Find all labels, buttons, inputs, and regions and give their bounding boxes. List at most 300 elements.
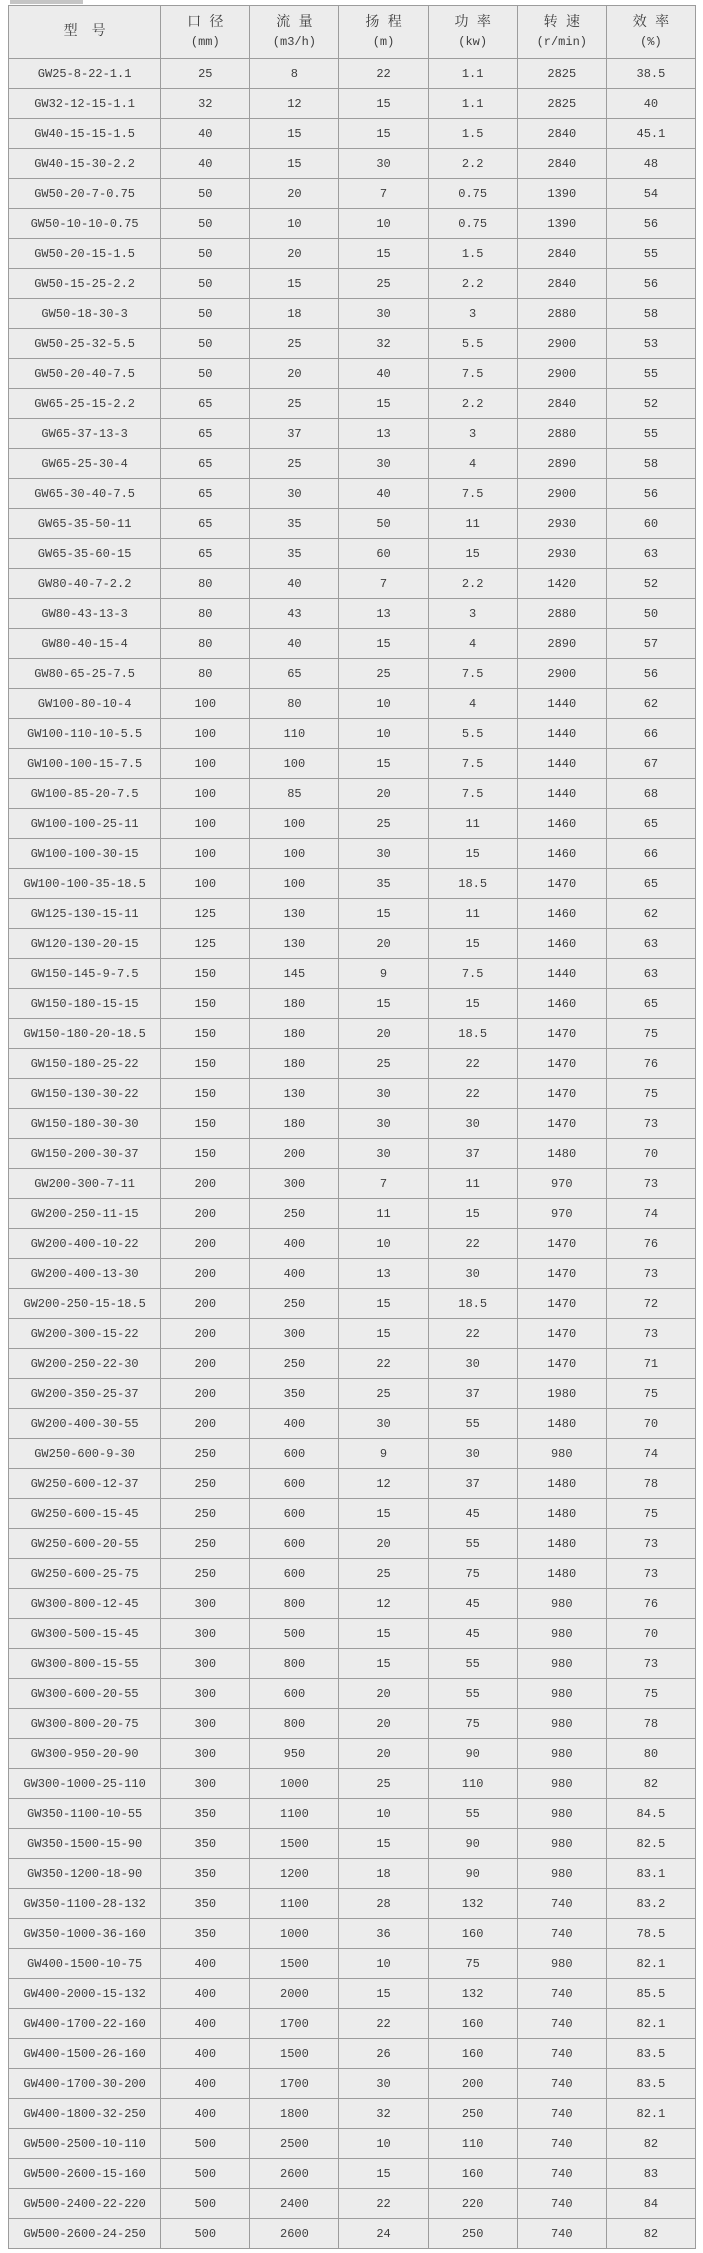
value-cell: 250 — [161, 1559, 250, 1589]
table-row — [9, 1139, 696, 1169]
value-cell: 10 — [339, 209, 428, 239]
value-cell: 3 — [428, 299, 517, 329]
value-cell: 1480 — [517, 1409, 606, 1439]
value-cell: 75 — [606, 1679, 695, 1709]
value-cell: 37 — [428, 1139, 517, 1169]
model-cell: GW150-180-15-15 — [9, 989, 161, 1019]
column-header-3 — [339, 6, 428, 59]
value-cell: 7.5 — [428, 359, 517, 389]
value-cell: 5.5 — [428, 719, 517, 749]
value-cell: 10 — [339, 719, 428, 749]
model-cell: GW65-37-13-3 — [9, 419, 161, 449]
table-row — [9, 1499, 696, 1529]
value-cell: 30 — [339, 149, 428, 179]
table-row — [9, 899, 696, 929]
value-cell: 50 — [161, 329, 250, 359]
model-cell: GW350-1100-28-132 — [9, 1889, 161, 1919]
value-cell: 1.1 — [428, 59, 517, 89]
table-row — [9, 1949, 696, 1979]
table-row — [9, 1649, 696, 1679]
table-row — [9, 1229, 696, 1259]
model-cell: GW100-100-35-18.5 — [9, 869, 161, 899]
value-cell: 980 — [517, 1769, 606, 1799]
value-cell: 1460 — [517, 899, 606, 929]
value-cell: 980 — [517, 1589, 606, 1619]
value-cell: 71 — [606, 1349, 695, 1379]
value-cell: 25 — [250, 389, 339, 419]
value-cell: 55 — [428, 1799, 517, 1829]
value-cell: 1500 — [250, 2039, 339, 2069]
value-cell: 65 — [161, 449, 250, 479]
value-cell: 300 — [161, 1709, 250, 1739]
model-cell: GW50-20-40-7.5 — [9, 359, 161, 389]
value-cell: 82.5 — [606, 1829, 695, 1859]
value-cell: 15 — [339, 989, 428, 1019]
column-label: 口 径 — [187, 14, 224, 31]
value-cell: 2880 — [517, 599, 606, 629]
value-cell: 600 — [250, 1469, 339, 1499]
value-cell: 7 — [339, 1169, 428, 1199]
model-cell: GW500-2400-22-220 — [9, 2189, 161, 2219]
model-cell: GW250-600-15-45 — [9, 1499, 161, 1529]
value-cell: 15 — [339, 1649, 428, 1679]
model-cell: GW120-130-20-15 — [9, 929, 161, 959]
value-cell: 50 — [161, 209, 250, 239]
model-cell: GW400-1500-26-160 — [9, 2039, 161, 2069]
value-cell: 150 — [161, 1079, 250, 1109]
value-cell: 11 — [428, 1169, 517, 1199]
value-cell: 2880 — [517, 419, 606, 449]
model-cell: GW65-35-60-15 — [9, 539, 161, 569]
value-cell: 30 — [428, 1109, 517, 1139]
model-cell: GW100-85-20-7.5 — [9, 779, 161, 809]
value-cell: 26 — [339, 2039, 428, 2069]
header-row — [9, 6, 696, 59]
value-cell: 55 — [428, 1529, 517, 1559]
value-cell: 65 — [250, 659, 339, 689]
value-cell: 60 — [606, 509, 695, 539]
value-cell: 4 — [428, 449, 517, 479]
value-cell: 110 — [250, 719, 339, 749]
value-cell: 20 — [339, 1739, 428, 1769]
value-cell: 100 — [250, 869, 339, 899]
value-cell: 25 — [250, 329, 339, 359]
column-label: 功 率 — [454, 14, 491, 31]
value-cell: 66 — [606, 719, 695, 749]
value-cell: 2600 — [250, 2159, 339, 2189]
value-cell: 76 — [606, 1589, 695, 1619]
column-unit: (m3/h) — [272, 34, 317, 49]
table-row — [9, 149, 696, 179]
value-cell: 980 — [517, 1709, 606, 1739]
value-cell: 53 — [606, 329, 695, 359]
value-cell: 28 — [339, 1889, 428, 1919]
model-cell: GW32-12-15-1.1 — [9, 89, 161, 119]
value-cell: 200 — [161, 1229, 250, 1259]
value-cell: 10 — [339, 689, 428, 719]
value-cell: 10 — [339, 2129, 428, 2159]
table-row — [9, 1019, 696, 1049]
value-cell: 30 — [339, 299, 428, 329]
value-cell: 20 — [339, 1529, 428, 1559]
value-cell: 65 — [606, 989, 695, 1019]
value-cell: 37 — [428, 1379, 517, 1409]
value-cell: 83.1 — [606, 1859, 695, 1889]
value-cell: 970 — [517, 1199, 606, 1229]
value-cell: 15 — [250, 149, 339, 179]
value-cell: 2840 — [517, 149, 606, 179]
value-cell: 82 — [606, 2219, 695, 2249]
value-cell: 2500 — [250, 2129, 339, 2159]
model-cell: GW100-100-25-11 — [9, 809, 161, 839]
value-cell: 7.5 — [428, 959, 517, 989]
value-cell: 82 — [606, 2129, 695, 2159]
value-cell: 65 — [606, 869, 695, 899]
column-unit: (m) — [372, 34, 395, 49]
value-cell: 25 — [161, 59, 250, 89]
value-cell: 132 — [428, 1889, 517, 1919]
value-cell: 1470 — [517, 1259, 606, 1289]
value-cell: 1440 — [517, 779, 606, 809]
value-cell: 40 — [606, 89, 695, 119]
value-cell: 83.2 — [606, 1889, 695, 1919]
table-row — [9, 959, 696, 989]
value-cell: 350 — [161, 1829, 250, 1859]
table-row — [9, 1829, 696, 1859]
value-cell: 18.5 — [428, 1289, 517, 1319]
value-cell: 65 — [606, 809, 695, 839]
value-cell: 7 — [339, 179, 428, 209]
value-cell: 350 — [250, 1379, 339, 1409]
value-cell: 400 — [161, 2009, 250, 2039]
model-cell: GW200-400-13-30 — [9, 1259, 161, 1289]
value-cell: 84 — [606, 2189, 695, 2219]
value-cell: 57 — [606, 629, 695, 659]
value-cell: 1470 — [517, 1109, 606, 1139]
value-cell: 20 — [250, 359, 339, 389]
model-cell: GW250-600-25-75 — [9, 1559, 161, 1589]
table-row — [9, 1889, 696, 1919]
column-header-2 — [250, 6, 339, 59]
table-row — [9, 929, 696, 959]
value-cell: 800 — [250, 1649, 339, 1679]
value-cell: 125 — [161, 899, 250, 929]
value-cell: 80 — [161, 599, 250, 629]
column-label: 扬 程 — [365, 14, 402, 31]
value-cell: 30 — [339, 1109, 428, 1139]
table-row — [9, 239, 696, 269]
value-cell: 980 — [517, 1949, 606, 1979]
value-cell: 10 — [250, 209, 339, 239]
value-cell: 250 — [250, 1199, 339, 1229]
value-cell: 80 — [606, 1739, 695, 1769]
value-cell: 40 — [161, 149, 250, 179]
value-cell: 58 — [606, 299, 695, 329]
value-cell: 22 — [339, 1349, 428, 1379]
table-row — [9, 269, 696, 299]
value-cell: 45 — [428, 1619, 517, 1649]
value-cell: 45 — [428, 1499, 517, 1529]
value-cell: 73 — [606, 1529, 695, 1559]
value-cell: 300 — [161, 1739, 250, 1769]
value-cell: 980 — [517, 1739, 606, 1769]
value-cell: 800 — [250, 1589, 339, 1619]
value-cell: 25 — [339, 1049, 428, 1079]
value-cell: 30 — [428, 1439, 517, 1469]
value-cell: 13 — [339, 1259, 428, 1289]
value-cell: 800 — [250, 1709, 339, 1739]
table-row — [9, 1379, 696, 1409]
value-cell: 2840 — [517, 119, 606, 149]
table-row — [9, 389, 696, 419]
value-cell: 63 — [606, 929, 695, 959]
value-cell: 2000 — [250, 1979, 339, 2009]
value-cell: 1.1 — [428, 89, 517, 119]
model-cell: GW300-800-15-55 — [9, 1649, 161, 1679]
value-cell: 20 — [339, 1679, 428, 1709]
value-cell: 2840 — [517, 389, 606, 419]
value-cell: 1470 — [517, 1319, 606, 1349]
model-cell: GW50-10-10-0.75 — [9, 209, 161, 239]
value-cell: 32 — [161, 89, 250, 119]
value-cell: 500 — [161, 2219, 250, 2249]
value-cell: 83.5 — [606, 2039, 695, 2069]
value-cell: 4 — [428, 629, 517, 659]
value-cell: 2900 — [517, 359, 606, 389]
table-row — [9, 1469, 696, 1499]
table-row — [9, 2159, 696, 2189]
value-cell: 15 — [250, 269, 339, 299]
value-cell: 740 — [517, 2189, 606, 2219]
value-cell: 70 — [606, 1409, 695, 1439]
value-cell: 74 — [606, 1439, 695, 1469]
value-cell: 78.5 — [606, 1919, 695, 1949]
value-cell: 1480 — [517, 1529, 606, 1559]
value-cell: 200 — [161, 1319, 250, 1349]
value-cell: 300 — [161, 1769, 250, 1799]
model-cell: GW150-200-30-37 — [9, 1139, 161, 1169]
value-cell: 18 — [250, 299, 339, 329]
value-cell: 56 — [606, 659, 695, 689]
value-cell: 1500 — [250, 1829, 339, 1859]
value-cell: 980 — [517, 1799, 606, 1829]
value-cell: 55 — [428, 1649, 517, 1679]
value-cell: 300 — [161, 1619, 250, 1649]
value-cell: 1470 — [517, 1049, 606, 1079]
table-row — [9, 1799, 696, 1829]
value-cell: 20 — [250, 179, 339, 209]
value-cell: 25 — [339, 809, 428, 839]
value-cell: 84.5 — [606, 1799, 695, 1829]
model-cell: GW400-1700-30-200 — [9, 2069, 161, 2099]
value-cell: 200 — [161, 1289, 250, 1319]
value-cell: 1980 — [517, 1379, 606, 1409]
table-row — [9, 2099, 696, 2129]
table-row — [9, 1259, 696, 1289]
value-cell: 15 — [339, 1289, 428, 1319]
value-cell: 740 — [517, 2129, 606, 2159]
table-row — [9, 659, 696, 689]
value-cell: 2400 — [250, 2189, 339, 2219]
value-cell: 11 — [428, 899, 517, 929]
table-row — [9, 539, 696, 569]
value-cell: 15 — [339, 239, 428, 269]
value-cell: 13 — [339, 419, 428, 449]
value-cell: 15 — [428, 539, 517, 569]
value-cell: 35 — [339, 869, 428, 899]
value-cell: 8 — [250, 59, 339, 89]
table-row — [9, 1169, 696, 1199]
value-cell: 2600 — [250, 2219, 339, 2249]
value-cell: 32 — [339, 329, 428, 359]
value-cell: 85 — [250, 779, 339, 809]
value-cell: 2880 — [517, 299, 606, 329]
value-cell: 500 — [250, 1619, 339, 1649]
value-cell: 150 — [161, 1049, 250, 1079]
column-unit: (%) — [640, 34, 662, 49]
value-cell: 63 — [606, 959, 695, 989]
column-unit: (r/min) — [536, 34, 587, 49]
value-cell: 740 — [517, 2069, 606, 2099]
value-cell: 200 — [250, 1139, 339, 1169]
model-cell: GW200-250-15-18.5 — [9, 1289, 161, 1319]
model-cell: GW65-35-50-11 — [9, 509, 161, 539]
value-cell: 980 — [517, 1679, 606, 1709]
value-cell: 73 — [606, 1319, 695, 1349]
table-row — [9, 839, 696, 869]
value-cell: 100 — [250, 839, 339, 869]
value-cell: 5.5 — [428, 329, 517, 359]
value-cell: 150 — [161, 989, 250, 1019]
value-cell: 90 — [428, 1859, 517, 1889]
value-cell: 250 — [161, 1469, 250, 1499]
value-cell: 100 — [161, 809, 250, 839]
value-cell: 1480 — [517, 1559, 606, 1589]
value-cell: 22 — [428, 1049, 517, 1079]
value-cell: 740 — [517, 1889, 606, 1919]
value-cell: 350 — [161, 1859, 250, 1889]
model-cell: GW350-1500-15-90 — [9, 1829, 161, 1859]
value-cell: 7.5 — [428, 749, 517, 779]
value-cell: 980 — [517, 1859, 606, 1889]
table-row — [9, 1199, 696, 1229]
value-cell: 0.75 — [428, 209, 517, 239]
table-row — [9, 629, 696, 659]
model-cell: GW250-600-20-55 — [9, 1529, 161, 1559]
value-cell: 9 — [339, 1439, 428, 1469]
model-cell: GW250-600-12-37 — [9, 1469, 161, 1499]
value-cell: 1700 — [250, 2069, 339, 2099]
value-cell: 740 — [517, 2009, 606, 2039]
value-cell: 30 — [428, 1259, 517, 1289]
table-row — [9, 809, 696, 839]
value-cell: 15 — [428, 989, 517, 1019]
value-cell: 11 — [428, 509, 517, 539]
value-cell: 40 — [161, 119, 250, 149]
value-cell: 2.2 — [428, 569, 517, 599]
value-cell: 40 — [339, 359, 428, 389]
value-cell: 38.5 — [606, 59, 695, 89]
model-cell: GW500-2600-15-160 — [9, 2159, 161, 2189]
column-label: 流 量 — [276, 14, 313, 31]
model-cell: GW65-30-40-7.5 — [9, 479, 161, 509]
value-cell: 82 — [606, 1769, 695, 1799]
value-cell: 3 — [428, 419, 517, 449]
value-cell: 7.5 — [428, 659, 517, 689]
table-row — [9, 359, 696, 389]
value-cell: 60 — [339, 539, 428, 569]
value-cell: 1480 — [517, 1469, 606, 1499]
value-cell: 1440 — [517, 959, 606, 989]
page-top-bar — [10, 0, 83, 4]
model-cell: GW200-250-11-15 — [9, 1199, 161, 1229]
value-cell: 1470 — [517, 1079, 606, 1109]
value-cell: 1800 — [250, 2099, 339, 2129]
value-cell: 300 — [161, 1589, 250, 1619]
table-row — [9, 2069, 696, 2099]
model-cell: GW300-800-12-45 — [9, 1589, 161, 1619]
value-cell: 1100 — [250, 1889, 339, 1919]
value-cell: 740 — [517, 2099, 606, 2129]
value-cell: 2.2 — [428, 389, 517, 419]
model-cell: GW400-1500-10-75 — [9, 1949, 161, 1979]
value-cell: 30 — [339, 1079, 428, 1109]
model-cell: GW125-130-15-11 — [9, 899, 161, 929]
value-cell: 250 — [161, 1529, 250, 1559]
value-cell: 200 — [161, 1349, 250, 1379]
value-cell: 22 — [428, 1319, 517, 1349]
value-cell: 15 — [339, 119, 428, 149]
table-row — [9, 779, 696, 809]
value-cell: 54 — [606, 179, 695, 209]
table-row — [9, 1439, 696, 1469]
value-cell: 740 — [517, 1919, 606, 1949]
table-row — [9, 1349, 696, 1379]
model-cell: GW150-180-25-22 — [9, 1049, 161, 1079]
value-cell: 740 — [517, 2159, 606, 2189]
value-cell: 52 — [606, 389, 695, 419]
value-cell: 15 — [339, 1979, 428, 2009]
model-cell: GW100-110-10-5.5 — [9, 719, 161, 749]
value-cell: 20 — [339, 1019, 428, 1049]
value-cell: 80 — [161, 659, 250, 689]
value-cell: 100 — [161, 689, 250, 719]
value-cell: 50 — [161, 179, 250, 209]
value-cell: 43 — [250, 599, 339, 629]
model-cell: GW25-8-22-1.1 — [9, 59, 161, 89]
model-cell: GW40-15-15-1.5 — [9, 119, 161, 149]
value-cell: 400 — [250, 1409, 339, 1439]
model-cell: GW150-145-9-7.5 — [9, 959, 161, 989]
table-row — [9, 419, 696, 449]
value-cell: 30 — [428, 1349, 517, 1379]
value-cell: 1.5 — [428, 119, 517, 149]
value-cell: 400 — [250, 1259, 339, 1289]
value-cell: 10 — [339, 1799, 428, 1829]
model-cell: GW300-500-15-45 — [9, 1619, 161, 1649]
table-row — [9, 1679, 696, 1709]
value-cell: 3 — [428, 599, 517, 629]
value-cell: 75 — [428, 1949, 517, 1979]
value-cell: 74 — [606, 1199, 695, 1229]
value-cell: 30 — [339, 449, 428, 479]
model-cell: GW150-180-30-30 — [9, 1109, 161, 1139]
value-cell: 350 — [161, 1919, 250, 1949]
value-cell: 22 — [428, 1229, 517, 1259]
value-cell: 0.75 — [428, 179, 517, 209]
value-cell: 66 — [606, 839, 695, 869]
value-cell: 300 — [250, 1169, 339, 1199]
